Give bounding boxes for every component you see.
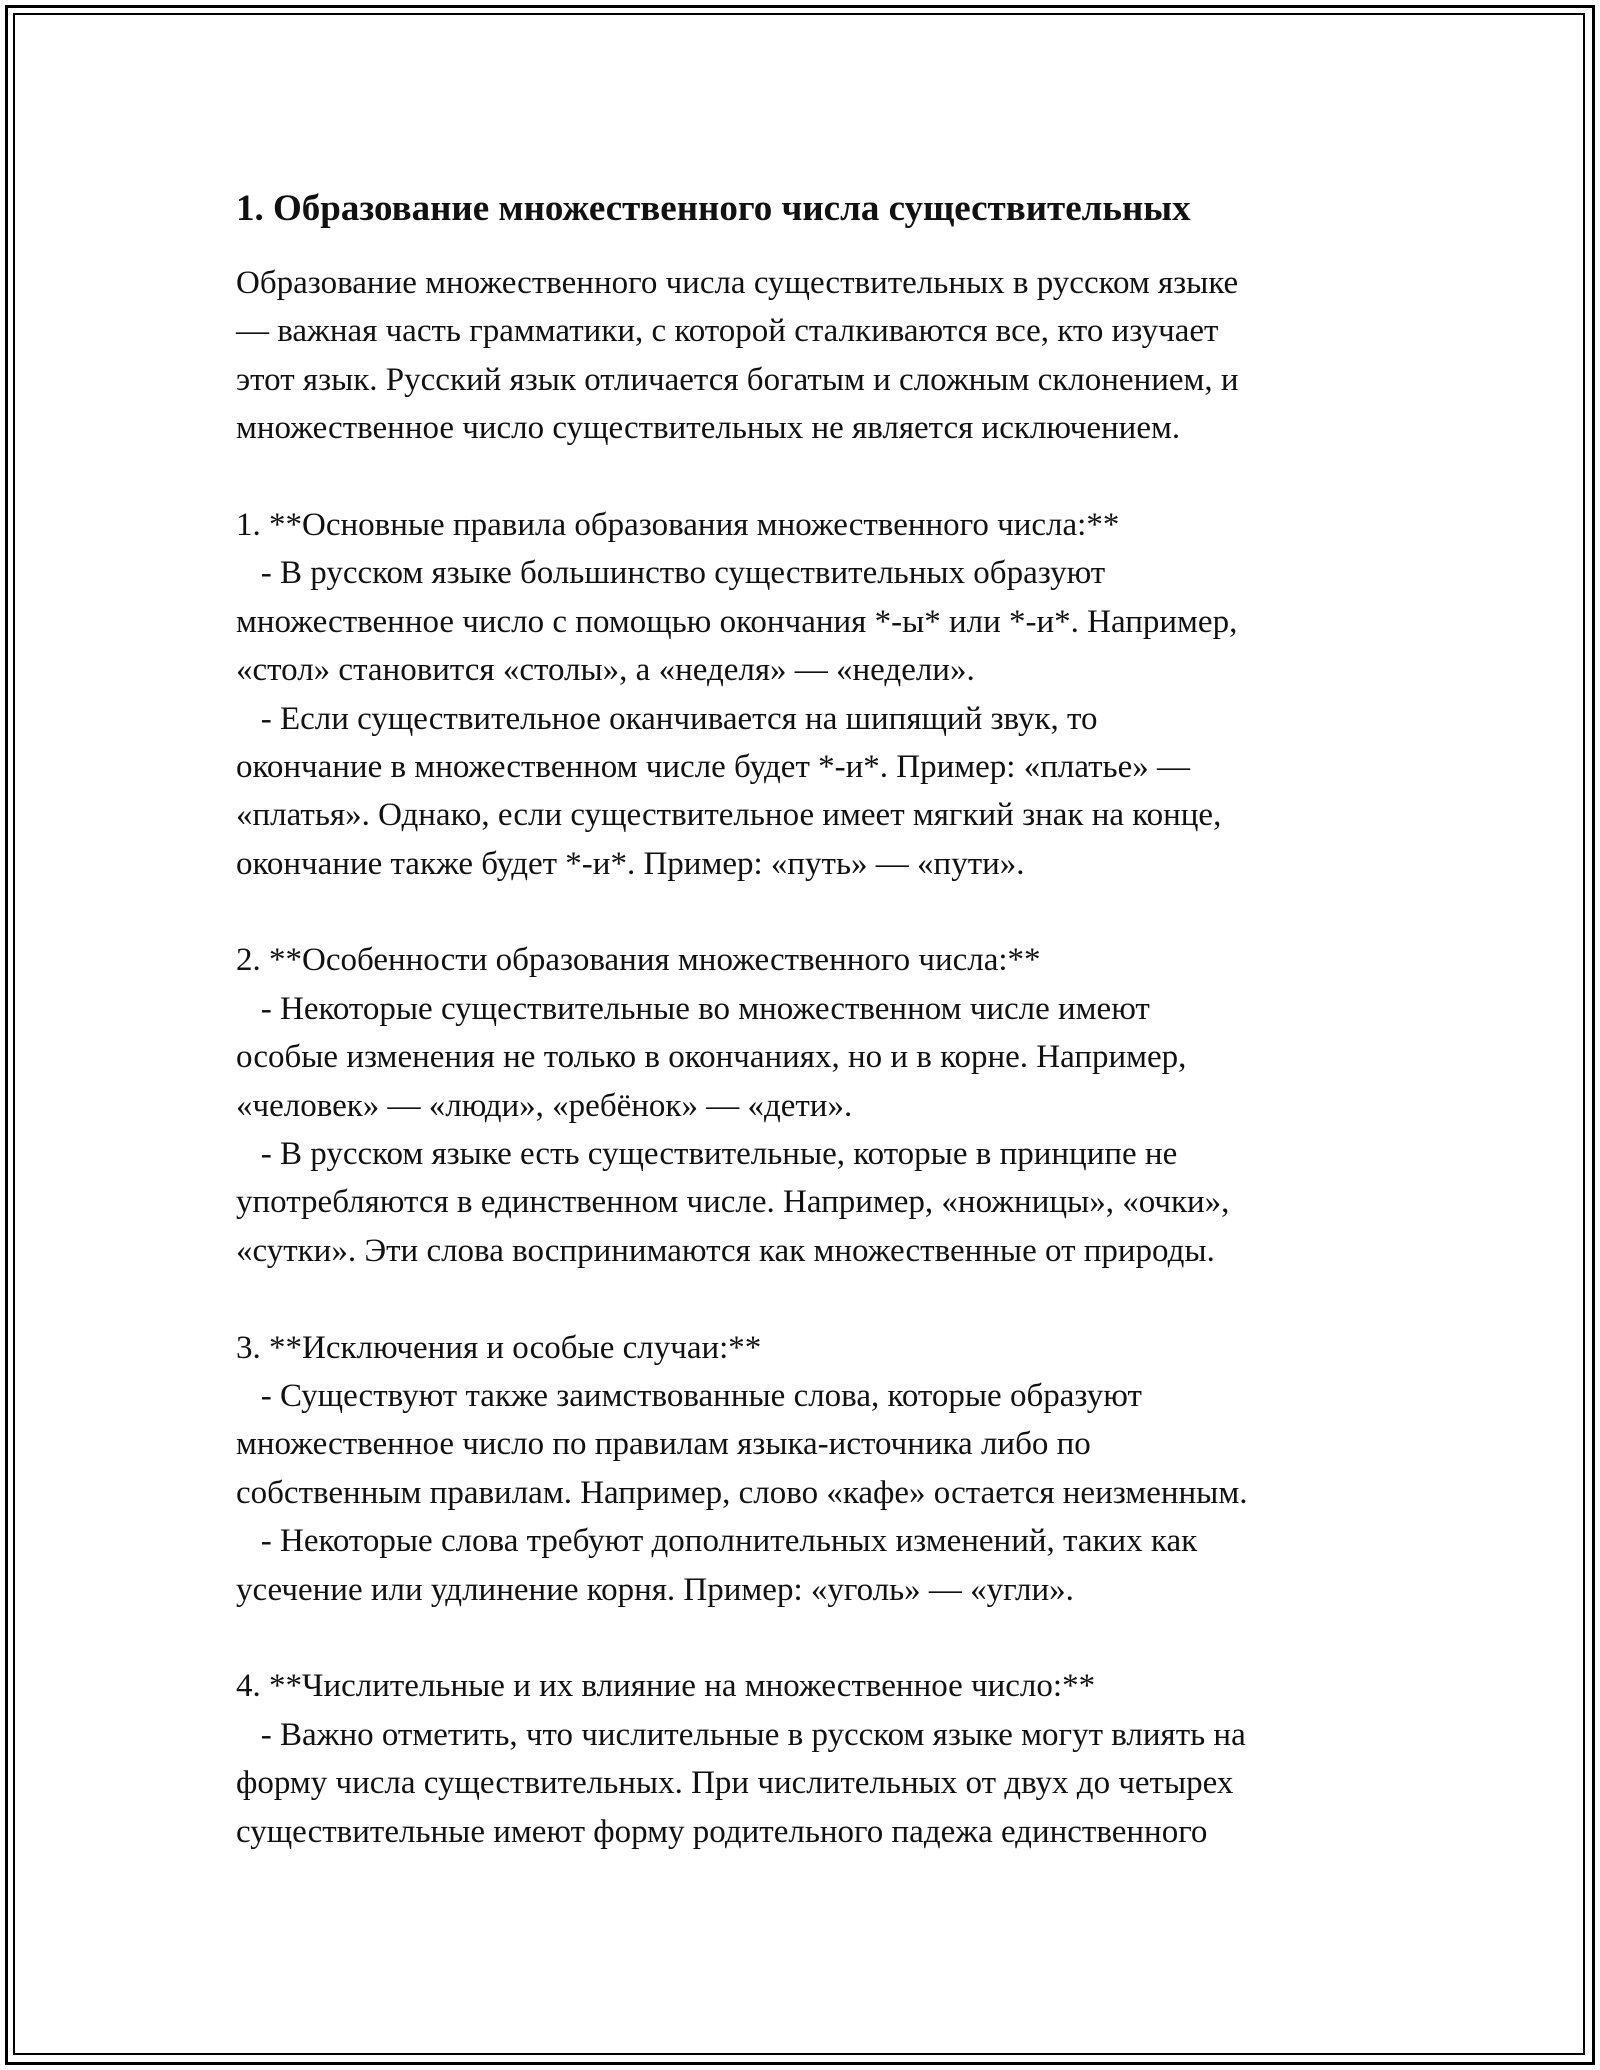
blank-line — [236, 453, 1386, 501]
text-line: множественное число существительных не является исключением. — [236, 410, 1181, 447]
text-line: «сутки». Эти слова воспринимаются как множественные от природы. — [236, 1232, 1215, 1269]
document-body — [236, 185, 1386, 1856]
text-line: форму числа существительных. При числительных от двух до четырех — [236, 1765, 1234, 1802]
text-line: собственным правилам. Например, слово «кафе» остается неизменным. — [236, 1474, 1248, 1511]
text-line: особые изменения не только в окончаниях, но и в корне. Например, — [236, 1039, 1187, 1076]
text-line: существительные имеют форму родительного падежа единственного — [236, 1813, 1208, 1850]
text-line: окончание в множественном числе будет *-и*. Пример: «платье» — — [236, 748, 1191, 785]
text-line: этот язык. Русский язык отличается богатым и сложным склонением, и — [236, 361, 1239, 398]
text-line: «стол» становится «столы», а «неделя» — «недели». — [236, 652, 975, 689]
text-line: усечение или удлинение корня. Пример: «уголь» — «угли». — [236, 1571, 1074, 1608]
text-line: Образование множественного числа существительных в русском языке — [236, 265, 1239, 301]
text-line: 1. **Основные правила образования множественного числа:** — [236, 506, 1120, 543]
text-line: - Важно отметить, что числительные в русском языке могут влиять на — [236, 1716, 1246, 1753]
text-line: «человек» — «люди», «ребёнок» — «дети». — [236, 1087, 853, 1124]
text-line: 3. **Исключения и особые случаи:** — [236, 1329, 762, 1366]
blank-line — [236, 888, 1386, 936]
text-line: множественное число по правилам языка-источника либо по — [236, 1426, 1091, 1463]
text-line: 4. **Числительные и их влияние на множественное число:** — [236, 1668, 1096, 1705]
text-line: - Некоторые слова требуют дополнительных изменений, таких как — [236, 1523, 1198, 1560]
text-line: - Существуют также заимствованные слова, которые образуют — [236, 1377, 1142, 1414]
text-line: - В русском языке есть существительные, которые в принципе не — [236, 1136, 1178, 1173]
text-line: - Некоторые существительные во множественном числе имеют — [236, 990, 1150, 1027]
text-line: 2. **Особенности образования множественного числа:** — [236, 942, 1041, 979]
text-line: множественное число с помощью окончания *-ы* или *-и*. Например, — [236, 603, 1238, 640]
blank-line — [236, 1275, 1386, 1323]
document-title: 1. Образование множественного числа существительных — [236, 188, 1191, 229]
text-line: — важная часть грамматики, с которой сталкиваются все, кто изучает — [236, 313, 1219, 350]
text-line: употребляются в единственном числе. Например, «ножницы», «очки», — [236, 1184, 1230, 1221]
text-line: - В русском языке большинство существительных образуют — [236, 555, 1106, 592]
document-text — [236, 259, 1386, 1856]
blank-line — [236, 1614, 1386, 1662]
text-line: окончание также будет *-и*. Пример: «путь» — «пути». — [236, 845, 1025, 882]
text-line: «платья». Однако, если существительное имеет мягкий знак на конце, — [236, 797, 1222, 834]
text-line: - Если существительное оканчивается на шипящий звук, то — [236, 700, 1098, 737]
